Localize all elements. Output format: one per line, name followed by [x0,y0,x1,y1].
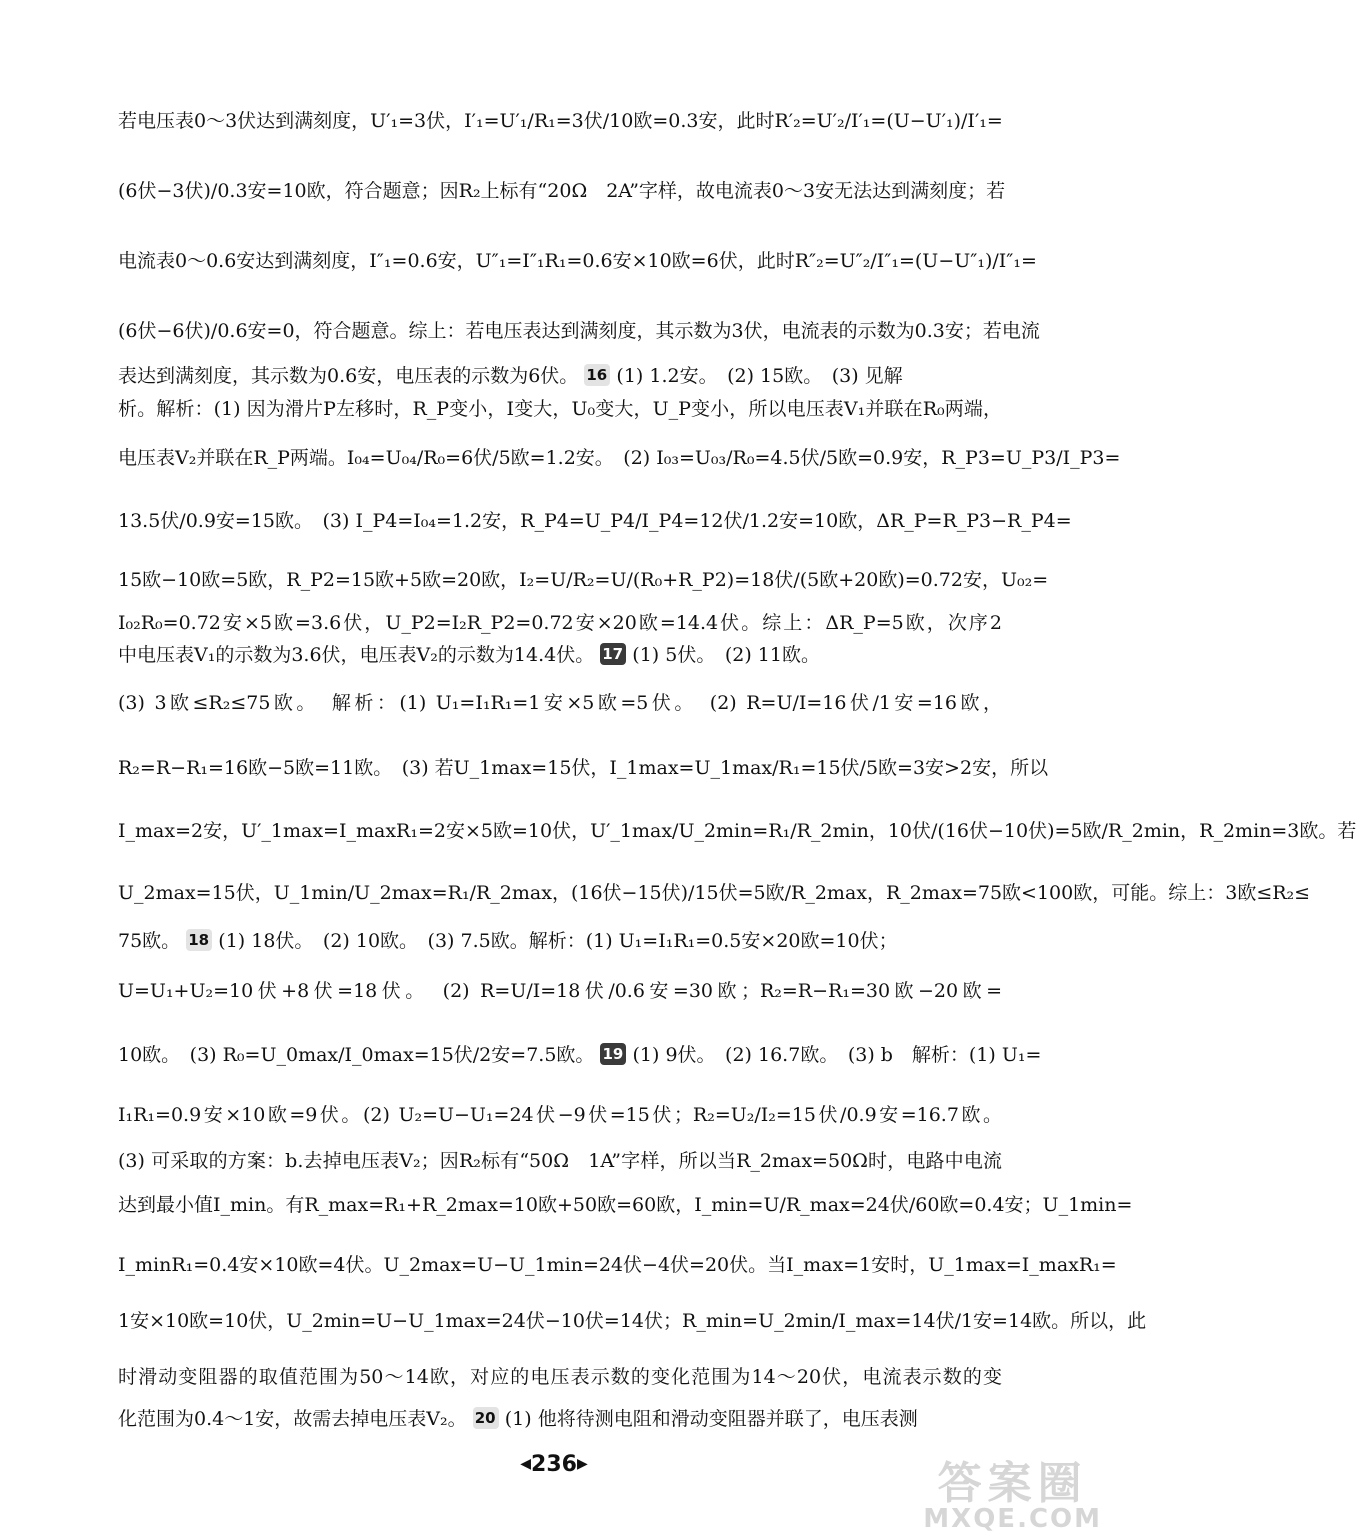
watermark-url: MXQE.COM [923,1504,1102,1534]
watermark-logo-text: 答案圈 [937,1458,1088,1509]
answer-text: (1) 1.2安。 (2) 15欧。 (3) 见解 [616,365,903,387]
text-line: (6伏−6伏)/0.6安=0，符合题意。综上：若电压表达到满刻度，其示数为3伏，电流表的示数为0.3安；若电流 [118,320,1040,342]
text-line: (6伏−3伏)/0.3安=10欧，符合题意；因R₂上标有“20Ω 2A”字样，故电流表0～3安无法达到满刻度；若 [118,180,1006,202]
answer-text: (1) 5伏。 (2) 11欧。 [632,644,820,666]
question-number-badge: 16 [584,364,610,386]
text-line: 析。解析：(1) 因为滑片P左移时，R_P变小，I变大，U₀变大，U_P变小，所以电压表V₁并联在R₀两端， [118,398,1002,420]
text-line: I₀₂R₀=0.72安×5欧=3.6伏，U_P2=I₂R_P2=0.72安×20欧=14.4伏。综上：ΔR_P=5欧，次序2 [118,612,1002,634]
text-line: R₂=R−R₁=16欧−5欧=11欧。 (3) 若U_1max=15伏，I_1max=U_1max/R₁=15伏/5欧=3安>2安，所以 [118,757,1049,779]
text-line [118,361,1002,391]
text-line [118,926,1002,956]
site-watermark [923,1458,1102,1534]
text-line: 13.5伏/0.9安=15欧。 (3) I_P4=I₀₄=1.2安，R_P4=U_P4/I_P4=12伏/1.2安=10欧，ΔR_P=R_P3−R_P4= [118,510,1072,532]
text-line: 1安×10欧=10伏，U_2min=U−U_1max=24伏−10伏=14伏；R_min=U_2min/I_max=14伏/1安=14欧。所以，此 [118,1310,1147,1332]
right-arrow-icon: ▶ [576,1456,588,1472]
text-line: 15欧−10欧=5欧，R_P2=15欧+5欧=20欧，I₂=U/R₂=U/(R₀+R_P2)=18伏/(5欧+20欧)=0.72安，U₀₂= [118,569,1049,591]
text-line: I₁R₁=0.9安×10欧=9伏。(2) U₂=U−U₁=24伏−9伏=15伏；R₂=U₂/I₂=15伏/0.9安=16.7欧。 [118,1104,1002,1126]
line-text: 10欧。 (3) R₀=U_0max/I_0max=15伏/2安=7.5欧。 [118,1044,595,1066]
text-line: I_max=2安，U′_1max=I_maxR₁=2安×5欧=10伏，U′_1max/U_2min=R₁/R_2min，10伏/(16伏−10伏)=5欧/R_2min，R_2min=3欧。若 [118,820,1356,842]
text-line: (3) 3欧≤R₂≤75欧。 解析：(1) U₁=I₁R₁=1安×5欧=5伏。 (2) R=U/I=16伏/1安=16欧， [118,692,1002,714]
answer-text: (1) 他将待测电阻和滑动变阻器并联了，电压表测 [504,1408,918,1430]
question-number-badge: 19 [600,1043,626,1065]
text-line [118,1404,1002,1434]
text-line: U_2max=15伏，U_1min/U_2max=R₁/R_2max，(16伏−15伏)/15伏=5欧/R_2max，R_2max=75欧<100欧，可能。综上：3欧≤R₂≤ [118,882,1311,904]
text-line: 达到最小值I_min。有R_max=R₁+R_2max=10欧+50欧=60欧，I_min=U/R_max=24伏/60欧=0.4安；U_1min= [118,1194,1133,1216]
answer-text: (1) 18伏。 (2) 10欧。 (3) 7.5欧。解析：(1) U₁=I₁R₁=0.5安×20欧=10伏； [218,930,898,952]
text-line: 若电压表0～3伏达到满刻度，U′₁=3伏，I′₁=U′₁/R₁=3伏/10欧=0.3安，此时R′₂=U′₂/I′₁=(U−U′₁)/I′₁= [118,110,1003,132]
text-line: I_minR₁=0.4安×10欧=4伏。U_2max=U−U_1min=24伏−4伏=20伏。当I_max=1安时，U_1max=I_maxR₁= [118,1254,1117,1276]
page-number-text: 236 [531,1452,577,1477]
question-number-badge: 17 [600,643,626,665]
answer-text: (1) 9伏。 (2) 16.7欧。 (3) b 解析：(1) U₁= [632,1044,1042,1066]
text-line [118,640,1002,670]
text-line: 电压表V₂并联在R_P两端。I₀₄=U₀₄/R₀=6伏/5欧=1.2安。 (2) I₀₃=U₀₃/R₀=4.5伏/5欧=0.9安，R_P3=U_P3/I_P3= [118,447,1121,469]
text-line: U=U₁+U₂=10伏+8伏=18伏。 (2) R=U/I=18伏/0.6安=30欧；R₂=R−R₁=30欧−20欧= [118,980,1002,1002]
question-number-badge: 20 [473,1407,499,1429]
line-text: 中电压表V₁的示数为3.6伏，电压表V₂的示数为14.4伏。 [118,644,595,666]
left-arrow-icon: ◀ [520,1456,532,1472]
text-line: 时滑动变阻器的取值范围为50～14欧，对应的电压表示数的变化范围为14～20伏，电流表示数的变 [118,1366,1002,1388]
text-line: 电流表0～0.6安达到满刻度，I″₁=0.6安，U″₁=I″₁R₁=0.6安×10欧=6伏，此时R″₂=U″₂/I″₁=(U−U″₁)/I″₁= [118,250,1037,272]
text-line [118,1040,1042,1070]
line-text: 化范围为0.4～1安，故需去掉电压表V₂。 [118,1408,467,1430]
line-text: 表达到满刻度，其示数为0.6安，电压表的示数为6伏。 [118,365,579,387]
text-line: (3) 可采取的方案：b.去掉电压表V₂；因R₂标有“50Ω 1A”字样，所以当R_2max=50Ω时，电路中电流 [118,1150,1002,1172]
question-number-badge: 18 [186,929,212,951]
line-text: 75欧。 [118,930,181,952]
